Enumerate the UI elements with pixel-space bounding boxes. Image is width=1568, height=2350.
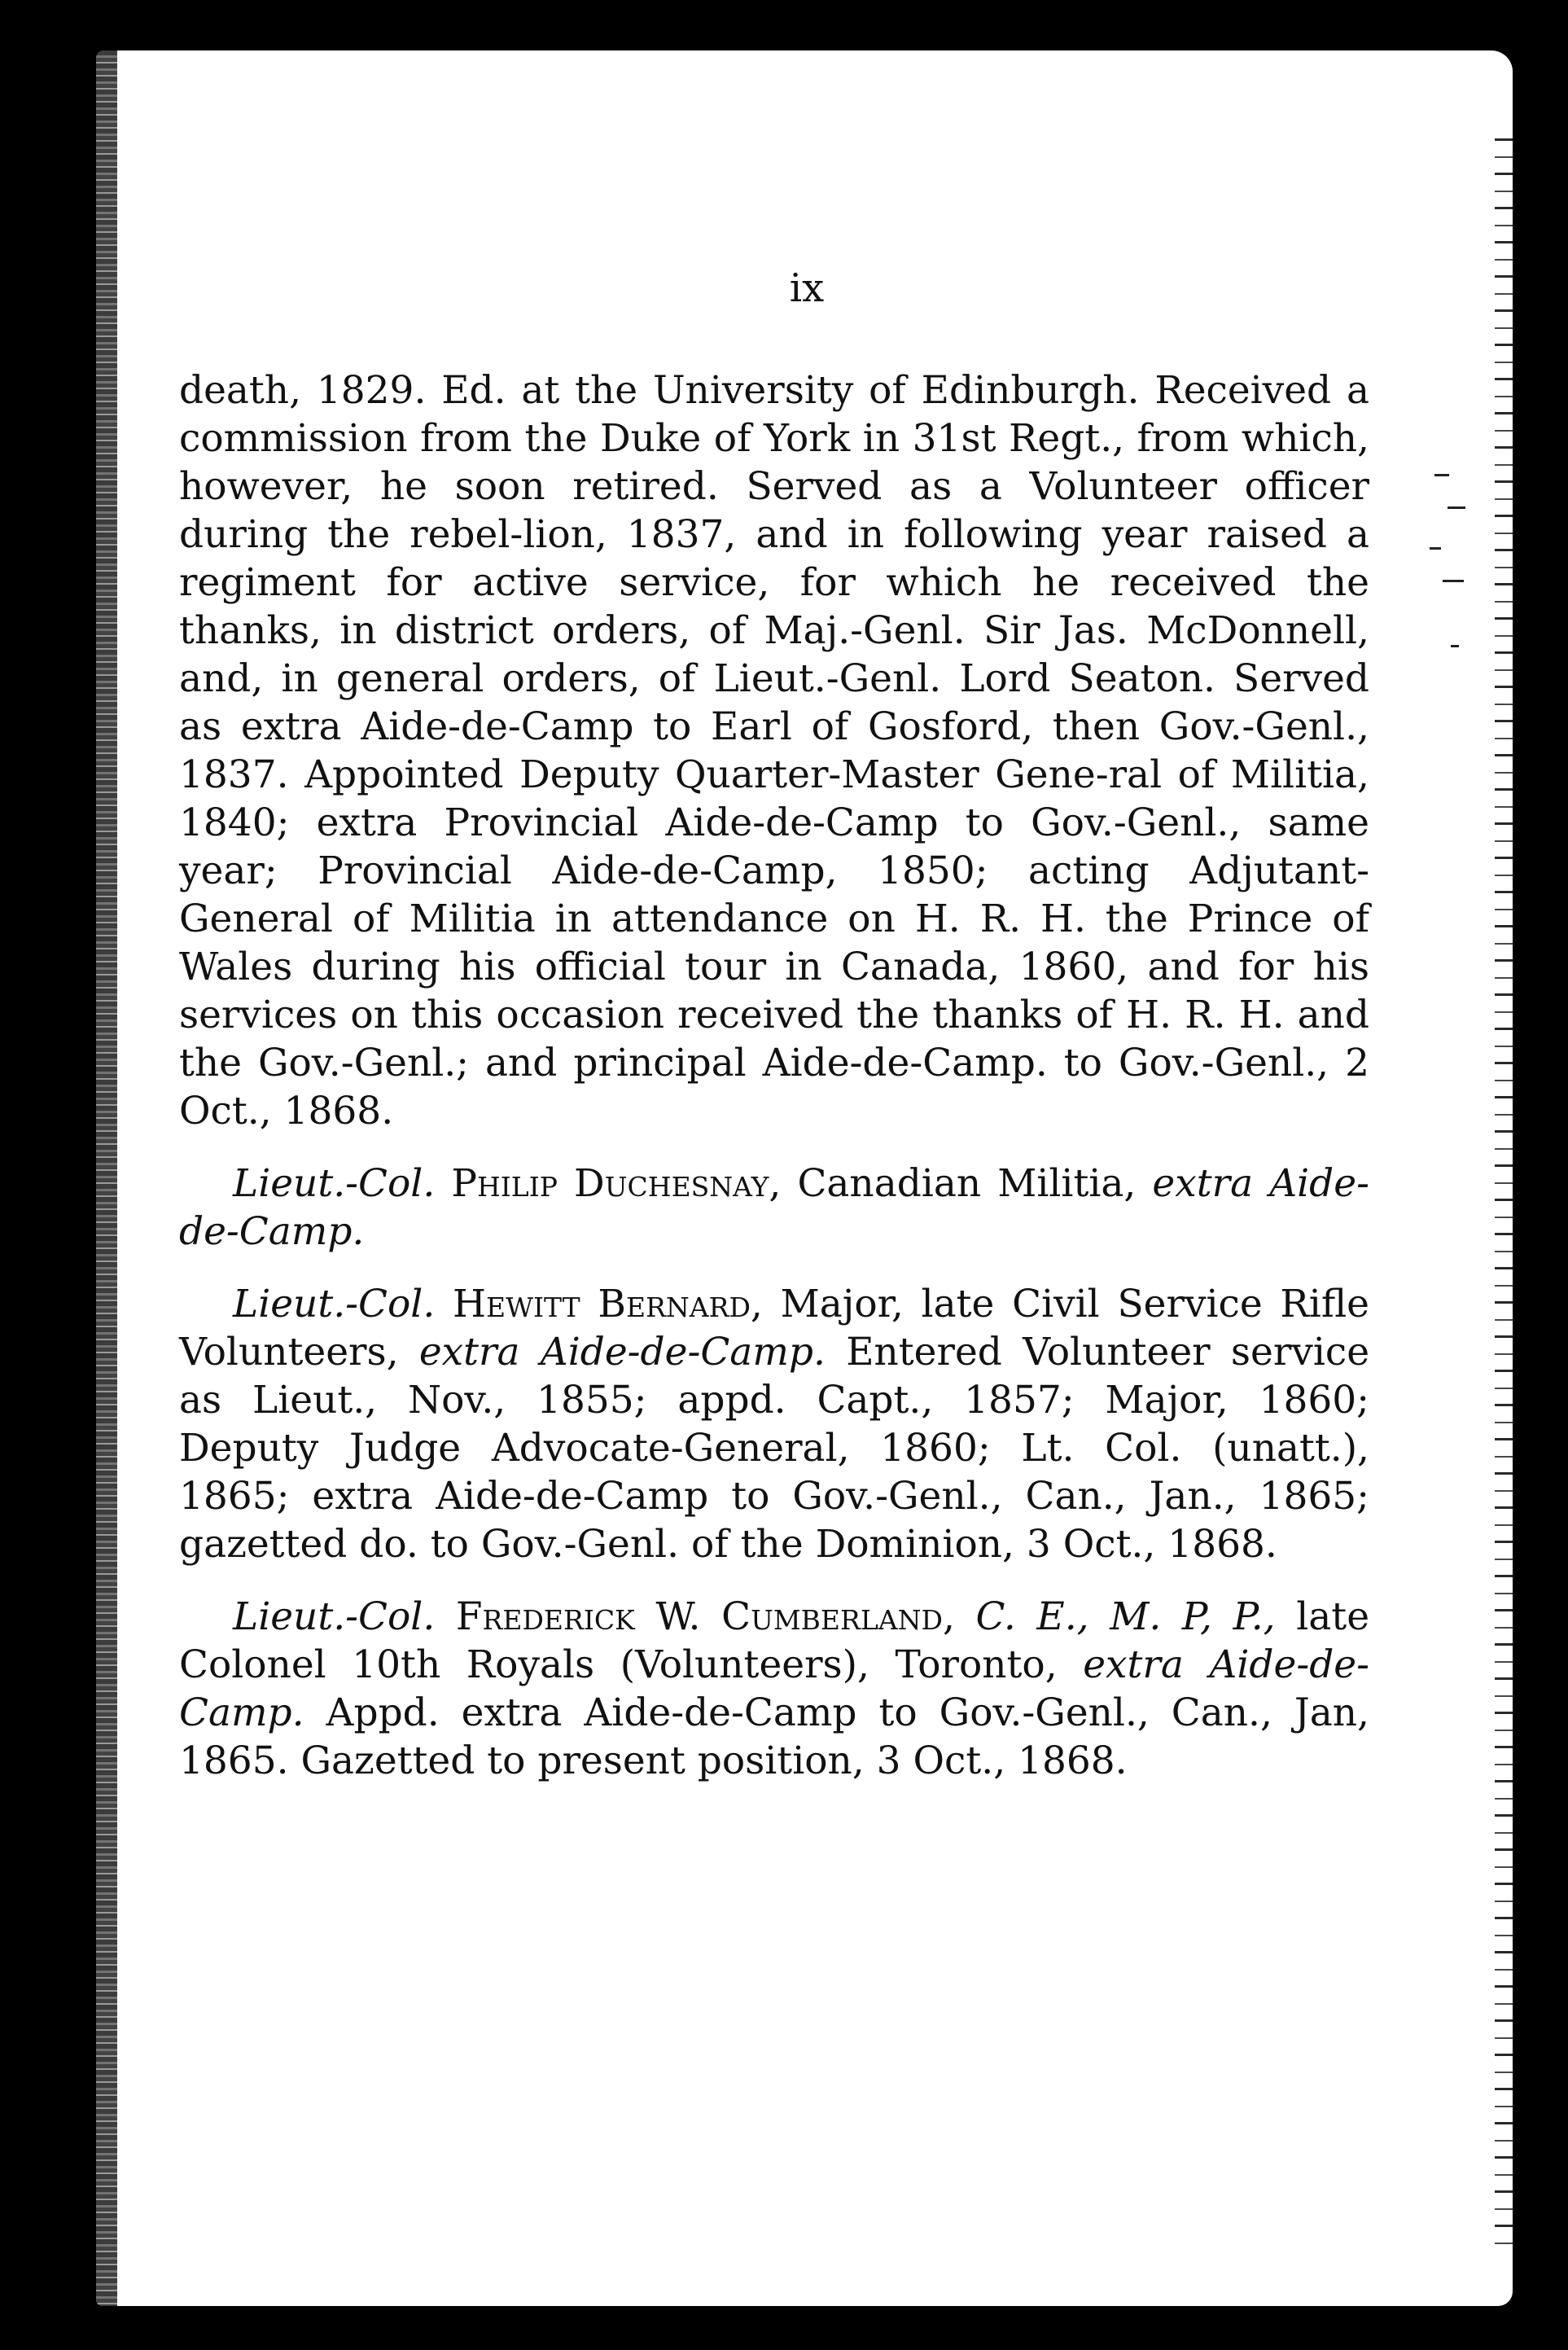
line: and for his services on this occasion received the bbox=[179, 945, 1369, 1037]
line: principal Aide-de-Camp. to Gov.-Genl., 2 Oct., bbox=[179, 1041, 1369, 1133]
person-name: Frederick W. Cumberland, bbox=[455, 1594, 955, 1639]
rank: Lieut.-Col. bbox=[233, 1594, 436, 1639]
line: for active service, for which he received the bbox=[386, 560, 1369, 605]
entry-text: Major, late Civil Service Rifle Volunteers, bbox=[179, 1282, 1369, 1374]
line: 1868. bbox=[283, 1089, 394, 1133]
page-left-edge bbox=[96, 50, 117, 2306]
speck bbox=[1451, 645, 1459, 647]
entry-text: Entered Volunteer service as Lieut., Nov., 1855; appd. Capt., 1857; Major, 1860; Deputy Judge Advocate-General, 1860; Lt. Col. (unatt.), 1865; extra Aide-de-Camp to Gov.-Genl., Can., Jan., 1865; gazetted do. to Gov.-Genl. of the Dominion, 3 Oct., 1868. bbox=[179, 1330, 1370, 1567]
entry-text: Appd. extra Aide-de-Camp to Gov.-Genl., Can., Jan, 1865. Gazetted to present position, 3 Oct., 1868. bbox=[179, 1690, 1369, 1783]
line: de-Camp to Earl of Gosford, then Gov.-Genl., bbox=[461, 704, 1369, 749]
role: extra Aide-de-Camp. bbox=[179, 1161, 1369, 1254]
entry-cumberland bbox=[179, 1593, 1369, 1785]
page-right-edge bbox=[1495, 124, 1513, 2257]
line: lion, 1837, and in following year raised a regiment bbox=[179, 512, 1369, 605]
speck bbox=[1430, 547, 1441, 550]
entry-text: Canadian Militia, bbox=[781, 1161, 1153, 1206]
line: 1837. Appointed Deputy Quarter-Master Gene- bbox=[179, 752, 1109, 797]
speck bbox=[1443, 580, 1464, 582]
person-name: Hewitt Bernard, bbox=[453, 1282, 763, 1326]
rank: Lieut.-Col. bbox=[233, 1161, 436, 1206]
line: Genl. Lord Seaton. Served as extra Aide- bbox=[179, 656, 1369, 749]
line: of Militia in attendance on H. R. H. the Prince bbox=[352, 897, 1313, 941]
line: McDonnell, and, in general orders, of Lieut.- bbox=[179, 608, 1369, 701]
line: Served as a Volunteer officer during the rebel- bbox=[179, 464, 1369, 557]
line: thanks, in district orders, of Maj.-Genl. Sir Jas. bbox=[179, 608, 1128, 653]
honors: C. E., M. P, P., bbox=[954, 1594, 1276, 1639]
entry-bernard bbox=[179, 1280, 1369, 1568]
line: 31st Regt., from which, however, he soon retired. bbox=[179, 416, 1369, 509]
margin-specks bbox=[1426, 458, 1475, 702]
entry-text: late Colonel 10th Royals (Volunteers), Toronto, bbox=[179, 1594, 1370, 1687]
page-body bbox=[179, 366, 1369, 1785]
line: Received a commission from the Duke of York in bbox=[179, 368, 1369, 461]
line: Camp to Gov.-Genl., same year; Provincial bbox=[179, 800, 1369, 893]
line: of Wales during his official tour in Canada, 1860, bbox=[179, 897, 1369, 989]
rank: Lieut.-Col. bbox=[233, 1282, 436, 1326]
line: Aide-de-Camp, 1850; acting Adjutant-General bbox=[179, 848, 1369, 941]
line: death, 1829. Ed. at the University of Edinburgh. bbox=[179, 368, 1140, 413]
paragraph-continuation bbox=[179, 366, 1369, 1135]
speck bbox=[1448, 506, 1465, 509]
page-number: ix bbox=[789, 265, 825, 311]
line: thanks of H. R. H. and the Gov.-Genl.; and bbox=[179, 993, 1369, 1085]
entry-duchesnay bbox=[179, 1160, 1369, 1256]
role: extra Aide-de-Camp. bbox=[179, 1642, 1369, 1735]
book-page bbox=[96, 50, 1513, 2306]
person-name: Philip Duchesnay, bbox=[451, 1161, 782, 1206]
role: extra Aide-de-Camp. bbox=[418, 1330, 826, 1374]
speck bbox=[1434, 474, 1449, 476]
line: ral of Militia, 1840; extra Provincial Aide-de- bbox=[179, 752, 1369, 845]
